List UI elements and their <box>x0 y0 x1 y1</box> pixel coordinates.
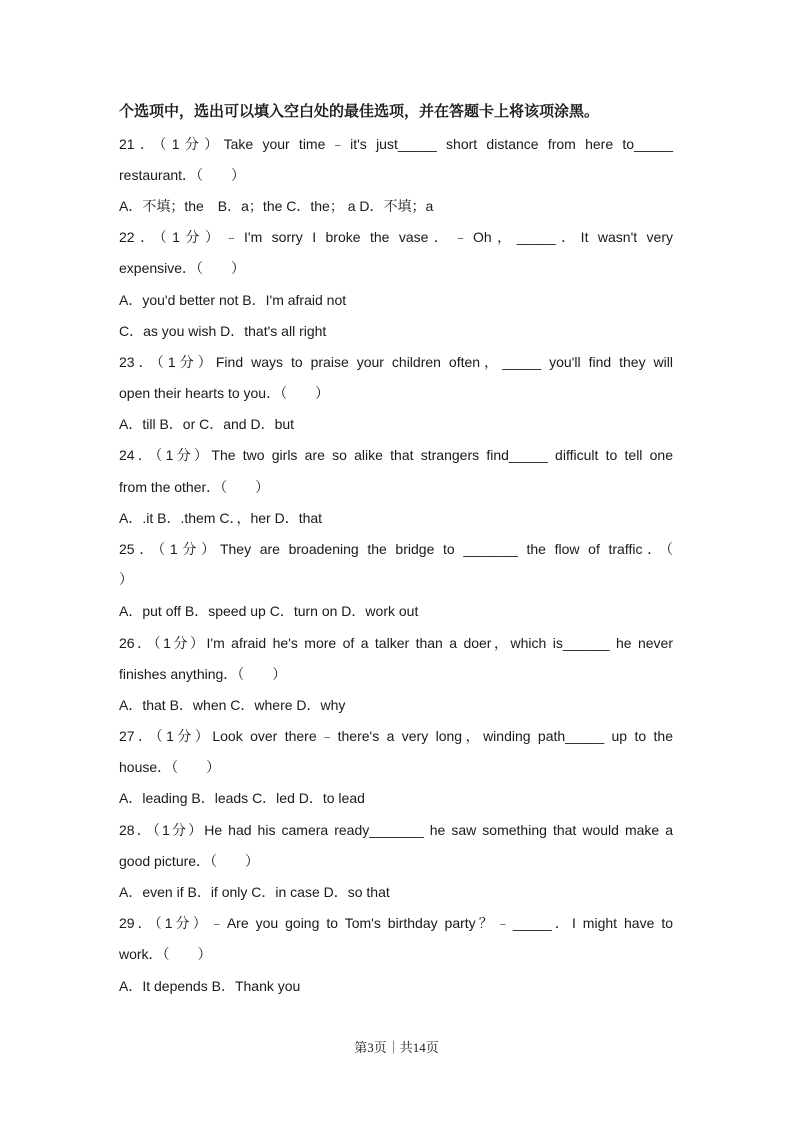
question-21-options: A．不填；the B．a；the C．the； a D．不填；a <box>119 198 434 214</box>
question-26-line-2: finishes anything．（ ） <box>119 666 287 682</box>
question-22-options-2: C．as you wish D．that's all right <box>119 323 327 339</box>
question-25-line-1: 25．（1分）They are broadening the bridge to _______ the flow of traffic．（ <box>119 541 673 557</box>
section-instruction: 个选项中，选出可以填入空白处的最佳选项，并在答题卡上将该项涂黑。 <box>119 102 600 120</box>
question-25-line-2: ） <box>119 571 133 587</box>
question-29-options: A．It depends B．Thank you <box>119 978 301 994</box>
question-28-line-1: 28．（1分）He had his camera ready_______ he saw something that would make a <box>119 822 673 838</box>
question-29-line-2: work．（ ） <box>119 946 212 962</box>
question-26-options: A．that B．when C．where D．why <box>119 697 346 713</box>
question-27-line-1: 27．（1分）Look over there﹣there's a very long，winding path_____ up to the <box>119 728 673 744</box>
question-22-line-1: 22．（1分）﹣I'm sorry I broke the vase．﹣Oh，_____．It wasn't very <box>119 229 673 245</box>
question-27-line-2: house．（ ） <box>119 759 221 775</box>
question-24-line-1: 24．（1分）The two girls are so alike that strangers find_____ difficult to tell one <box>119 447 673 463</box>
question-21-line-2: restaurant．（ ） <box>119 167 246 183</box>
question-28-line-2: good picture．（ ） <box>119 853 260 869</box>
question-23-line-2: open their hearts to you．（ ） <box>119 385 330 401</box>
question-29-line-1: 29．（1分）﹣Are you going to Tom's birthday party？﹣_____．I might have to <box>119 915 673 931</box>
question-24-line-2: from the other．（ ） <box>119 479 270 495</box>
question-23-line-1: 23．（1分）Find ways to praise your children often，_____ you'll find they will <box>119 354 673 370</box>
question-26-line-1: 26．（1分）I'm afraid he's more of a talker than a doer，which is______ he never <box>119 635 673 651</box>
question-25-options: A．put off B．speed up C．turn on D．work out <box>119 603 419 619</box>
question-23-options: A．till B．or C．and D．but <box>119 416 295 432</box>
question-21-line-1: 21．（1分）Take your time﹣it's just_____ short distance from here to_____ <box>119 136 673 152</box>
question-28-options: A．even if B．if only C．in case D．so that <box>119 884 390 900</box>
question-22-options-1: A．you'd better not B．I'm afraid not <box>119 292 347 308</box>
question-24-options: A．.it B．.them C．，her D．that <box>119 510 323 526</box>
question-27-options: A．leading B．leads C．led D．to lead <box>119 790 365 806</box>
page-number-footer: 第3页｜共14页 <box>354 1040 439 1055</box>
question-22-line-2: expensive．（ ） <box>119 260 246 276</box>
